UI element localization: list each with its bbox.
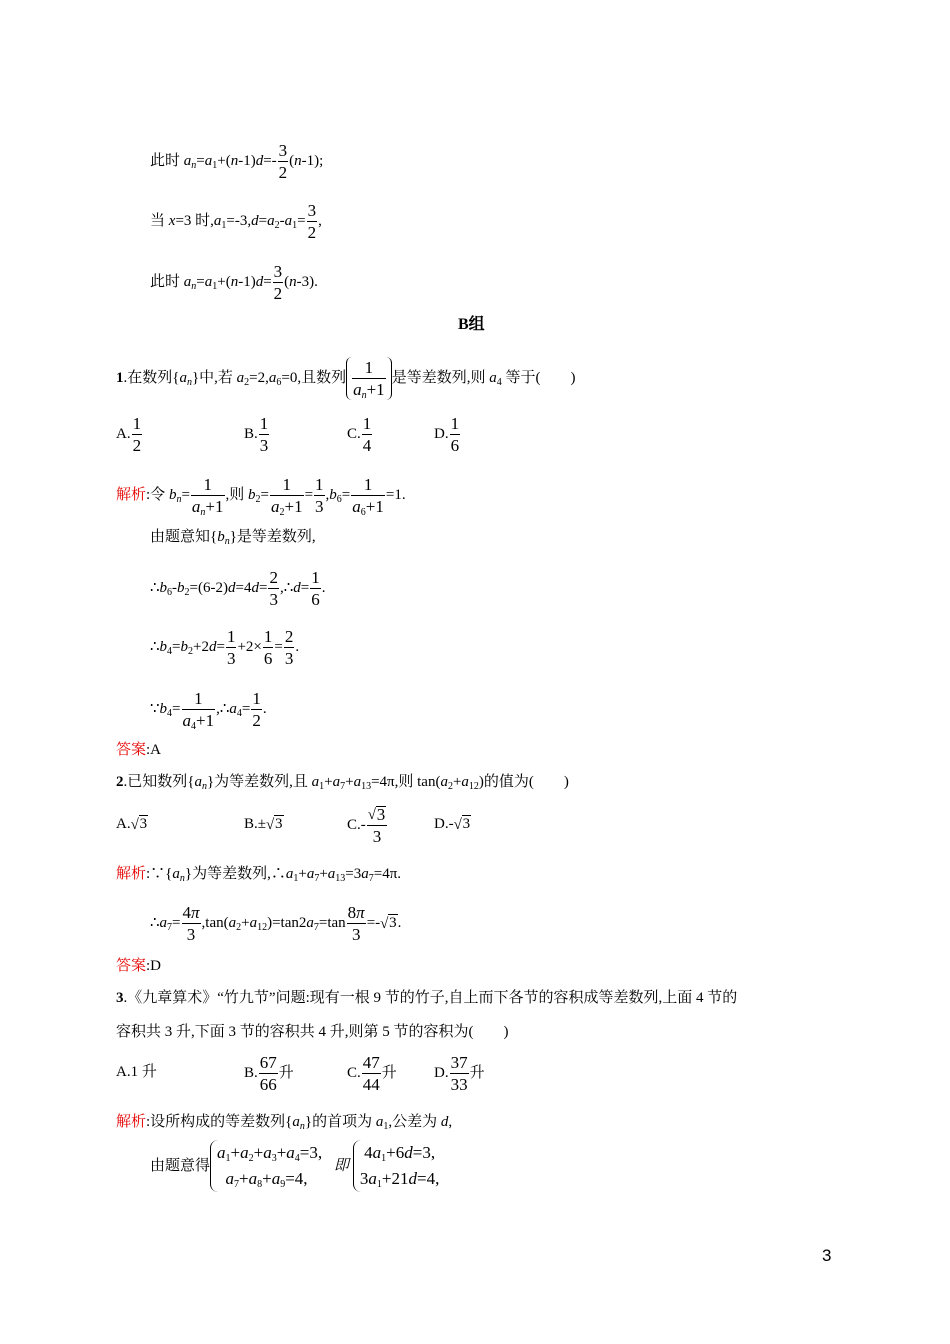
question-1: 1.在数列$\{a_n\}$中,若 $a_2=2,a_6=0$,且数列 $\frac{1}{a_n+1}$ 是等差数列,则 $a_4$ 等于( ) (116, 358, 576, 401)
group-title: B组 (458, 316, 485, 333)
solution-line-3: 此时 $a_n=a_1+(n-1)d=$ $\frac{3}{2}$ (n-3). (150, 262, 318, 303)
question-3-line-2: 容积共 3 升,下面 3 节的容积共 4 升,则第 5 节的容积为( ) (116, 1024, 509, 1040)
q2-analysis-1: 解析$:\because\{a_n\}$为等差数列$,\therefore a_1+a_7+a_{13}=3a_7=4\pi$. (116, 866, 402, 884)
q1-analysis-5: $\because b_4=$ $\frac{1}{a_4+1}$ $,\therefore a_4=$ $\frac{1}{2}$ . (150, 689, 267, 732)
q1-analysis-2: 由题意知$\{b_n\}$是等差数列, (150, 529, 316, 547)
solution-line-2: 当 x=3 时$,a_1=-3,d=a_2-a_1=$ $\frac{3}{2}$ , (150, 201, 322, 242)
q1-analysis-3: $\therefore b_6-b_2=(6-2)d=4d=$ $\frac{2}{3}$ ,∴d= $\frac{1}{6}$ . (150, 568, 326, 609)
solution-line-1: 此时 $a_n=a_1+(n-1)d=-$ $\frac{3}{2}$ (n-1); (150, 141, 324, 182)
q1-analysis-1: 解析:令 $b_n=$ $\frac{1}{a_n+1}$ ,则 $b_2=$ $\frac{1}{a_2+1}$ = $\frac{1}{3}$ $,b_6=$ $\frac{1}{a_6+1}$ =1. (116, 475, 406, 518)
q3-analysis-1: 解析:设所构成的等差数列$\{a_n\}$的首项为 $a_1$,公差为 d, (116, 1114, 453, 1132)
q3-analysis-2: 由题意得 $a_1+a_2+a_3+a_4=3$, $a_7+a_8+a_9=4$, 即 $4a_1+6d=3$, $3a_1+21d=4$, (150, 1140, 443, 1196)
page-number: 3 (822, 1246, 832, 1265)
question-2-options: A.√ 3 B.±√ 3 C.- √ $\frac{3}{3}$ D.-√ 3 (116, 810, 616, 850)
q1-analysis-4: $\therefore b_4=b_2+2d=$ $\frac{1}{3}$ +2× $\frac{1}{6}$ = $\frac{2}{3}$ . (150, 627, 300, 668)
q1-answer: 答案:A (116, 742, 162, 758)
question-3-line-1: 3.《九章算术》“竹九节”问题:现有一根 9 节的竹子,自上而下各节的容积成等差数列,上面 4 节的 (116, 990, 738, 1006)
question-3-options: A.1 升 B. $\frac{67}{66}$ 升 C. $\frac{47}{44}$ 升 D. $\frac{37}{33}$ 升 (116, 1053, 485, 1094)
question-2: 2.已知数列$\{a_n\}$为等差数列,且 $a_1+a_7+a_{13}=4\pi$,则 $\tan(a_2+a_{12})$的值为( ) (116, 774, 569, 792)
q2-analysis-2: $\therefore a_7=$ $\frac{4\pi}{3}$ $,\tan(a_2+a_{12})=\tan 2a_7=\tan$ $\frac{8\pi}{3}$ =-√ 3. (150, 902, 401, 945)
q2-answer: 答案:D (116, 958, 162, 974)
